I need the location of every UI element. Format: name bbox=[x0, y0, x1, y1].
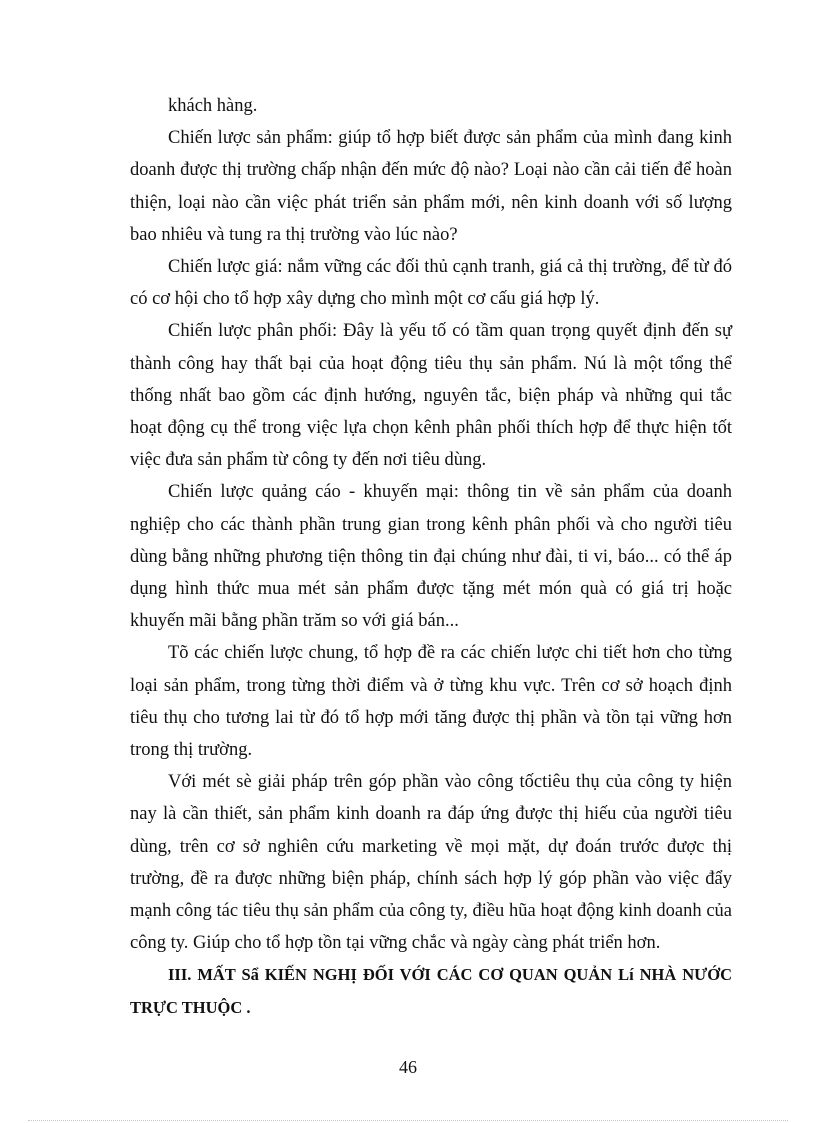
bottom-divider bbox=[28, 1120, 788, 1121]
paragraph-detailed-strategies: Tõ các chiến lược chung, tổ hợp đề ra các chiến lược chi tiết hơn cho từng loại sản phẩm, trong từng thời điểm và ở từng khu vực. Trên cơ sở hoạch định tiêu thụ cho tương lai từ đó tổ hợp mới tăng được thị phần và tồn tại vững hơn trong thị trường. bbox=[130, 643, 732, 761]
paragraph-continuation: khách hàng. bbox=[168, 96, 258, 116]
page-number: 46 bbox=[399, 1057, 417, 1077]
body-text bbox=[130, 90, 732, 1024]
paragraph-promotion-strategy: Chiến lược quảng cáo - khuyến mại: thông tin về sản phẩm của doanh nghiệp cho các thành phần trung gian trong kênh phân phối và cho người tiêu dùng bằng những phương tiện thông tin đại chúng như đài, ti vi, báo... có thể áp dụng hình thức mua mét sản phẩm được tặng mét món quà có giá trị hoặc khuyến mãi bằng phần trăm so với giá bán... bbox=[130, 482, 732, 632]
paragraph-distribution-strategy: Chiến lược phân phối: Đây là yếu tố có tầm quan trọng quyết định đến sự thành công hay thất bại của hoạt động tiêu thụ sản phẩm. Nú là một tổng thể thống nhất bao gồm các định hướng, nguyên tắc, biện pháp và những qui tắc hoạt động cụ thể trong việc lựa chọn kênh phân phối thích hợp để thực hiện tốt việc đưa sản phẩm từ công ty đến nơi tiêu dùng. bbox=[130, 321, 732, 471]
paragraph-product-strategy: Chiến lược sản phẩm: giúp tổ hợp biết được sản phẩm của mình đang kinh doanh được thị trường chấp nhận đến mức độ nào? Loại nào cần cải tiến để hoàn thiện, loại nào cần việc phát triển sản phẩm mới, nên kinh doanh với số lượng bao nhiêu và tung ra thị trường vào lúc nào? bbox=[130, 128, 732, 245]
paragraph-price-strategy: Chiến lược giá: nắm vững các đối thủ cạnh tranh, giá cả thị trường, để từ đó có cơ hội cho tổ hợp xây dựng cho mình một cơ cấu giá hợp lý. bbox=[130, 257, 732, 310]
paragraph-conclusion: Với mét sè giải pháp trên góp phần vào công tốctiêu thụ của công ty hiện nay là cần thiết, sản phẩm kinh doanh ra đáp ứng được thị hiếu của người tiêu dùng, trên cơ sở nghiên cứu marketing về mọi mặt, dự đoán trước được thị trường, đề ra được những biện pháp, chính sách hợp lý góp phần vào việc đẩy mạnh công tác tiêu thụ sản phẩm của công ty, điều hũa hoạt động kinh doanh của công ty. Giúp cho tổ hợp tồn tại vững chắc và ngày càng phát triển hơn. bbox=[130, 772, 732, 954]
section-heading: III. MẤT Sẩ KIẾN NGHỊ ĐỐI VỚI CÁC CƠ QUAN QUẢN Lí NHÀ NƯỚC TRỰC THUỘC . bbox=[130, 965, 732, 1017]
